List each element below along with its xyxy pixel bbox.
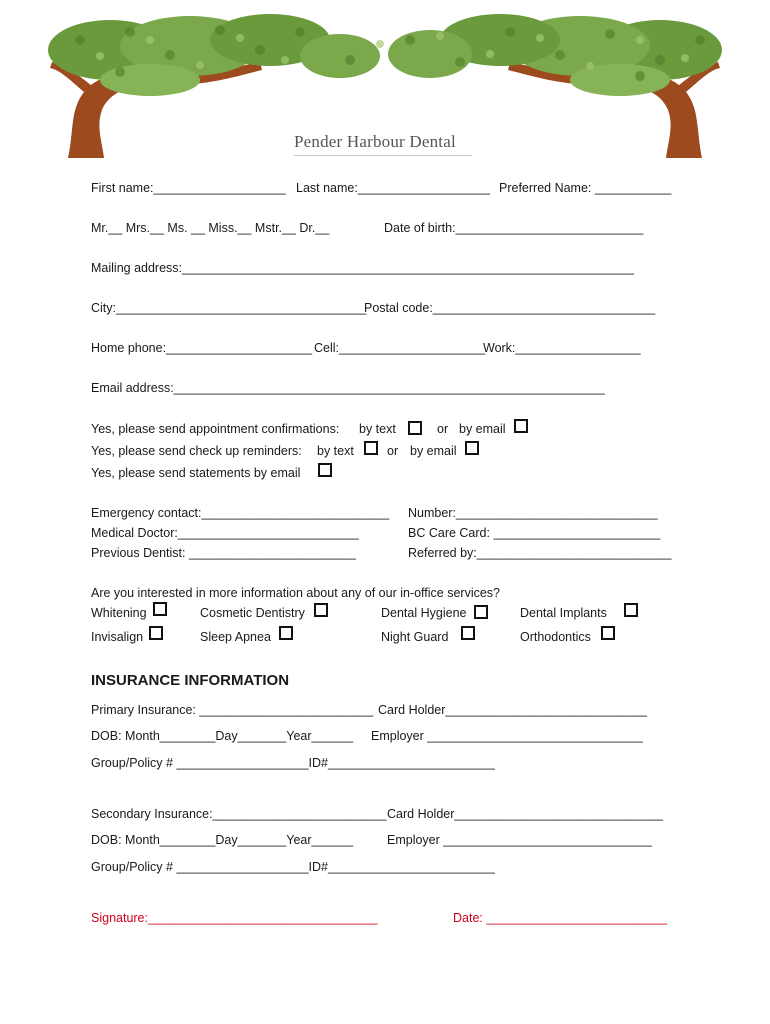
dental-implants-label: Dental Implants: [520, 606, 607, 620]
logo-text: Pender Harbour Dental: [294, 132, 456, 151]
checkup-email-checkbox[interactable]: [465, 441, 479, 455]
signature-field[interactable]: Signature:_________________________________: [91, 911, 378, 925]
sleep-apnea-label: Sleep Apnea: [200, 630, 271, 644]
date-of-birth-field[interactable]: Date of birth:___________________________: [384, 221, 644, 235]
cosmetic-dentistry-checkbox[interactable]: [314, 603, 328, 617]
secondary-card-holder-field[interactable]: Card Holder______________________________: [387, 807, 663, 821]
dental-hygiene-checkbox[interactable]: [474, 605, 488, 619]
cosmetic-dentistry-label: Cosmetic Dentistry: [200, 606, 305, 620]
city-field[interactable]: City:____________________________________: [91, 301, 367, 315]
invisalign-checkbox[interactable]: [149, 626, 163, 640]
appointment-confirmation-label: Yes, please send appointment confirmations:: [91, 422, 340, 436]
referred-by-field[interactable]: Referred by:____________________________: [408, 546, 672, 560]
appointment-by-email-label: by email: [459, 422, 506, 436]
orthodontics-checkbox[interactable]: [601, 626, 615, 640]
orthodontics-label: Orthodontics: [520, 630, 591, 644]
first-name-field[interactable]: First name:___________________: [91, 181, 286, 195]
primary-insurance-field[interactable]: Primary Insurance: _________________________: [91, 703, 374, 717]
work-phone-field[interactable]: Work:__________________: [483, 341, 641, 355]
statements-email-label: Yes, please send statements by email: [91, 466, 301, 480]
date-field[interactable]: Date: __________________________: [453, 911, 668, 925]
dental-implants-checkbox[interactable]: [624, 603, 638, 617]
whitening-checkbox[interactable]: [153, 602, 167, 616]
email-address-field[interactable]: Email address:______________________________________________________________: [91, 381, 605, 395]
checkup-text-checkbox[interactable]: [364, 441, 378, 455]
checkup-by-email-label: by email: [410, 444, 457, 458]
primary-employer-field[interactable]: Employer _______________________________: [371, 729, 643, 743]
primary-dob-field[interactable]: DOB: Month________Day_______Year______: [91, 729, 354, 743]
secondary-employer-field[interactable]: Employer ______________________________: [387, 833, 652, 847]
postal-code-field[interactable]: Postal code:________________________________: [364, 301, 656, 315]
primary-group-policy-field[interactable]: Group/Policy # ___________________ID#________________________: [91, 756, 495, 770]
checkup-or-label: or: [387, 444, 399, 458]
dental-hygiene-label: Dental Hygiene: [381, 606, 467, 620]
emergency-number-field[interactable]: Number:_____________________________: [408, 506, 658, 520]
bc-care-card-field[interactable]: BC Care Card: ________________________: [408, 526, 661, 540]
medical-doctor-field[interactable]: Medical Doctor:__________________________: [91, 526, 359, 540]
appointment-or-label: or: [437, 422, 449, 436]
appointment-text-checkbox[interactable]: [408, 421, 422, 435]
home-phone-field[interactable]: Home phone:_____________________: [91, 341, 313, 355]
whitening-label: Whitening: [91, 606, 147, 620]
invisalign-label: Invisalign: [91, 630, 144, 644]
title-options[interactable]: Mr.__ Mrs.__ Ms. __ Miss.__ Mstr.__ Dr.__: [91, 221, 330, 235]
primary-card-holder-field[interactable]: Card Holder_____________________________: [378, 703, 647, 717]
logo-underline: [294, 155, 472, 156]
emergency-contact-field[interactable]: Emergency contact:___________________________: [91, 506, 390, 520]
mailing-address-field[interactable]: Mailing address:_________________________________________________________________: [91, 261, 634, 275]
last-name-field[interactable]: Last name:___________________: [296, 181, 490, 195]
night-guard-checkbox[interactable]: [461, 626, 475, 640]
checkup-reminder-label: Yes, please send check up reminders:: [91, 444, 302, 458]
appointment-email-checkbox[interactable]: [514, 419, 528, 433]
secondary-insurance-field[interactable]: Secondary Insurance:_________________________: [91, 807, 387, 821]
secondary-group-policy-field[interactable]: Group/Policy # ___________________ID#________________________: [91, 860, 495, 874]
night-guard-label: Night Guard: [381, 630, 449, 644]
appointment-by-text-label: by text: [359, 422, 396, 436]
cell-phone-field[interactable]: Cell:_____________________: [314, 341, 485, 355]
secondary-dob-field[interactable]: DOB: Month________Day_______Year______: [91, 833, 354, 847]
sleep-apnea-checkbox[interactable]: [279, 626, 293, 640]
checkup-by-text-label: by text: [317, 444, 354, 458]
insurance-heading: INSURANCE INFORMATION: [91, 672, 290, 689]
services-question: Are you interested in more information about any of our in-office services?: [91, 586, 501, 600]
statements-email-checkbox[interactable]: [318, 463, 332, 477]
preferred-name-field[interactable]: Preferred Name: ___________: [499, 181, 672, 195]
previous-dentist-field[interactable]: Previous Dentist: ________________________: [91, 546, 356, 560]
